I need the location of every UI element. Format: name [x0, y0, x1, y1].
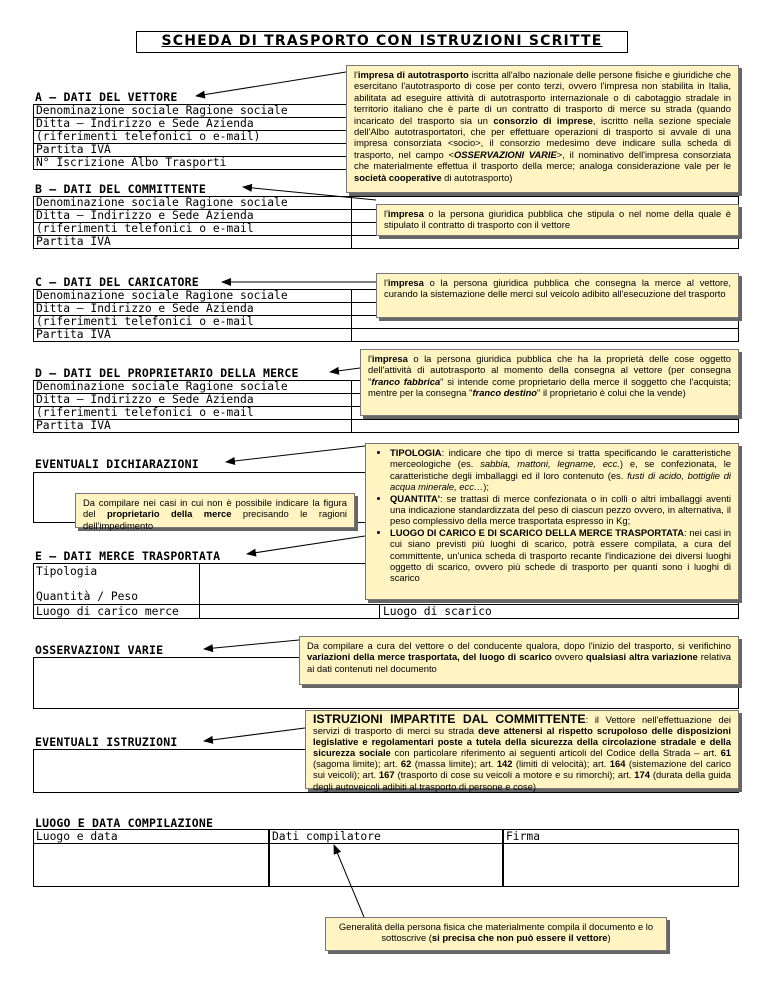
- field-label: (riferimenti telefonici o e-mail): [34, 131, 352, 144]
- field-label: Partita IVA: [34, 420, 352, 433]
- field-label: N° Iscrizione Albo Trasporti: [34, 157, 352, 170]
- section-a-heading: A – DATI DEL VETTORE: [35, 90, 178, 104]
- arrow-merce: [247, 536, 365, 554]
- note-merce: [365, 443, 739, 600]
- section-b-heading: B – DATI DEL COMMITTENTE: [35, 182, 206, 196]
- arrow-vettore: [196, 72, 346, 96]
- field-label: (riferimenti telefonici o e-mail: [34, 407, 352, 420]
- field-label: Denominazione sociale Ragione sociale: [34, 381, 352, 394]
- note-proprietario: l'impresa o la persona giuridica pubblica che ha la proprietà delle cose oggetto dell'attività di autotrasporto al momento della consegna al vettore (per consegna "franco fabbrica" si intende come proprietario della merce il soggetto che l'acquista; mentre per la consegna "franco destino" il proprietario è colui che la vende): [360, 349, 739, 416]
- field-label: Ditta – Indirizzo e Sede Azienda: [34, 303, 352, 316]
- field-label: Ditta – Indirizzo e Sede Azienda: [34, 118, 352, 131]
- note-vettore: l'impresa di autotrasporto iscritta all'albo nazionale delle persone fisiche e giuridiche che esercitano l'autotrasporto di cose per conto terzi, ovvero l'impresa non stabilita in Italia, abilitata ad eseguire attività di autotrasporto internazionale o di cabotaggio stradale in territorio italiano che è parte di un contratto di trasporto di merce su strada (quando incaricato del trasporto sia un consorzio di imprese, iscritto nella sezione speciale dell'Albo autotrasportatori, che per effettuare operazioni di trasporto si avvale di una impresa consorziata <socio>, il consorzio medesimo deve indicare sulla scheda di trasporto, nel campo <OSSERVAZIONI VARIE>, il nominativo dell'impresa consorziata che materialmente effettua il trasporto della merce; analoga considerazione vale per le società cooperative di autotrasporto): [346, 65, 739, 193]
- field-label: Ditta – Indirizzo e Sede Azienda: [34, 210, 352, 223]
- instructions-heading: EVENTUALI ISTRUZIONI: [35, 735, 178, 749]
- list-item: • TIPOLOGIA: indicare che tipo di merce si tratta specificando le caratteristiche merceologiche (es. sabbia, mattoni, legname, ecc.) e, se confezionata, le caratteristiche degli imballaggi ed il loro contenuto (es. fusti di acido, bottiglie di acqua minerale, ecc…);: [390, 447, 731, 493]
- note-dichiarazioni: Da compilare nei casi in cui non è possibile indicare la figura del proprietario della merce precisando le ragioni dell'impedimento: [75, 493, 355, 528]
- field-label: Denominazione sociale Ragione sociale: [34, 197, 352, 210]
- field-value[interactable]: [352, 420, 739, 433]
- note-caricatore: l'impresa o la persona giuridica pubblica che consegna la merce al vettore, curando la sistemazione delle merci sul veicolo adibito all'esecuzione del trasporto: [376, 273, 739, 318]
- section-e-heading: E – DATI MERCE TRASPORTATA: [35, 549, 221, 563]
- carico-label: Luogo di carico merce: [36, 605, 179, 618]
- place-date-field[interactable]: [33, 843, 269, 887]
- field-label: Partita IVA: [34, 144, 352, 157]
- signature-table: [33, 829, 739, 887]
- arrow-osservazioni: [204, 640, 299, 649]
- note-compilatore: Generalità della persona fisica che materialmente compila il documento e lo sottoscrive (si precisa che non può essere il vettore): [325, 917, 667, 951]
- field-label: Partita IVA: [34, 236, 352, 249]
- arrow-dichiarazioni: [226, 446, 365, 462]
- compilation-heading: LUOGO E DATA COMPILAZIONE: [35, 816, 214, 830]
- compiler-field[interactable]: [269, 843, 503, 887]
- arrow-istruzioni: [204, 728, 305, 741]
- scarico-label: Luogo di scarico: [383, 605, 492, 618]
- observations-heading: OSSERVAZIONI VARIE: [35, 643, 164, 657]
- quantita-label: Quantità / Peso: [36, 590, 139, 603]
- field-label: (riferimenti telefonici o e-mail: [34, 223, 352, 236]
- arrow-proprietario: [330, 368, 360, 372]
- field-label: Ditta – Indirizzo e Sede Azienda: [34, 394, 352, 407]
- note-committente: l'impresa o la persona giuridica pubblica che stipula o nel nome della quale è stipulato il contratto di trasporto con il vettore: [376, 204, 739, 236]
- field-label: Denominazione sociale Ragione sociale: [34, 105, 352, 118]
- field-value[interactable]: [352, 329, 739, 342]
- field-label: Denominazione sociale Ragione sociale: [34, 290, 352, 303]
- section-d-heading: D – DATI DEL PROPRIETARIO DELLA MERCE: [35, 366, 299, 380]
- carico-field[interactable]: [200, 605, 378, 619]
- signature-label: Firma: [503, 829, 739, 843]
- field-value[interactable]: [352, 236, 739, 249]
- field-label: Partita IVA: [34, 329, 352, 342]
- note-istruzioni: ISTRUZIONI IMPARTITE DAL COMMITTENTE: il Vettore nell'effettuazione dei servizi di trasporto di merci su strada deve attenersi al rispetto scrupoloso delle disposizioni legislative e regolamentari poste a tutela della sicurezza della circolazione stradale e della sicurezza sociale con particolare riferimento ai seguenti articoli del Codice della Strada – art. 61 (sagoma limite); art. 62 (massa limite); art. 142 (limiti di velocità); art. 164 (sistemazione del carico sui veicoli); art. 167 (trasporto di cose su veicoli a motore e su rimorchi); art. 174 (durata della guida degli autoveicoli adibiti al trasporto di persone e cose): [305, 710, 739, 789]
- signature-field[interactable]: [503, 843, 739, 887]
- compiler-label: Dati compilatore: [269, 829, 503, 843]
- page-title: SCHEDA DI TRASPORTO CON ISTRUZIONI SCRITTE: [136, 31, 628, 53]
- place-date-label: Luogo e data: [33, 829, 269, 843]
- tipologia-label: Tipologia: [36, 565, 98, 578]
- list-item: • LUOGO DI CARICO E DI SCARICO DELLA MERCE TRASPORTATA: nei casi in cui siano previsti più luoghi di scarico, potrà essere compilata, a cura del committente, un'unica scheda di trasporto recante l'indicazione dei diversi luoghi oggetto di scarico, ovvero più schede di trasporto per quanti sono i luoghi di scarico: [390, 527, 731, 584]
- section-c-heading: C – DATI DEL CARICATORE: [35, 275, 199, 289]
- list-item: • QUANTITA': se trattasi di merce confezionata o in colli o altri imballaggi aventi una indicazione standardizzata del peso di ciascun pezzo ovvero, in alternativa, il peso complessivo della merce trasportata espresso in Kg;: [390, 493, 731, 527]
- field-label: (riferimenti telefonici o e-mail: [34, 316, 352, 329]
- declarations-heading: EVENTUALI DICHIARAZIONI: [35, 457, 199, 471]
- note-osservazioni: Da compilare a cura del vettore o del conducente qualora, dopo l'inizio del trasporto, si verifichino variazioni della merce trasportata, del luogo di scarico ovvero qualsiasi altra variazione relativa ai dati contenuti nel documento: [299, 636, 739, 685]
